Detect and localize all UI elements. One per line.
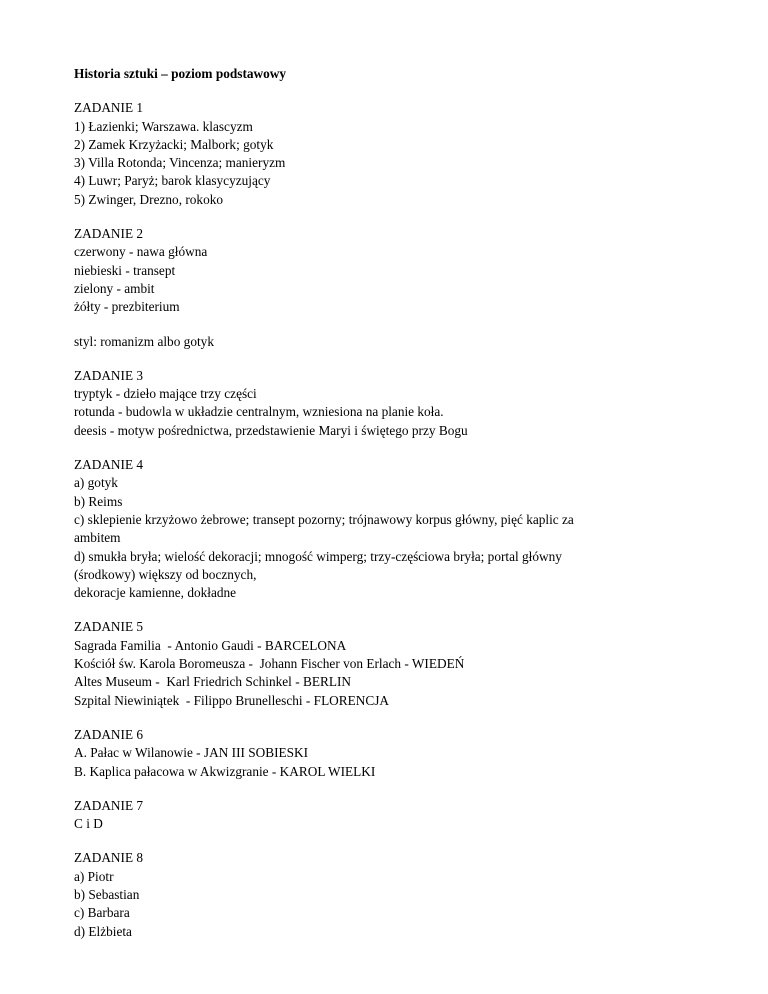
answer-line: rotunda - budowla w układzie centralnym, wzniesiona na planie koła. bbox=[74, 404, 444, 420]
section-zadanie-2 bbox=[74, 225, 694, 316]
answer-line: Sagrada Familia - Antonio Gaudi - BARCELONA bbox=[74, 637, 347, 653]
section-zadanie-4 bbox=[74, 456, 694, 602]
style-answer-line: styl: romanizm albo gotyk bbox=[74, 333, 214, 349]
answer-line: d) smukła bryła; wielość dekoracji; mnogość wimperg; trzy-częściowa bryła; portal główny bbox=[74, 548, 562, 564]
answer-line: Altes Museum - Karl Friedrich Schinkel - BERLIN bbox=[74, 674, 351, 690]
answer-line: czerwony - nawa główna bbox=[74, 244, 208, 260]
section-heading: ZADANIE 4 bbox=[74, 457, 144, 473]
document-page bbox=[74, 65, 694, 957]
title-spacer bbox=[74, 83, 694, 99]
section-zadanie-6 bbox=[74, 726, 694, 781]
section-heading: ZADANIE 3 bbox=[74, 367, 144, 383]
section-heading: ZADANIE 6 bbox=[74, 726, 144, 742]
section-zadanie-3 bbox=[74, 367, 694, 440]
answer-line: 4) Luwr; Paryż; barok klasycyzujący bbox=[74, 173, 271, 189]
answer-line: 3) Villa Rotonda; Vincenza; manieryzm bbox=[74, 155, 286, 171]
answer-line: deesis - motyw pośrednictwa, przedstawienie Maryi i świętego przy Bogu bbox=[74, 422, 468, 438]
answer-line: c) Barbara bbox=[74, 905, 130, 921]
answer-line: 1) Łazienki; Warszawa. klascyzm bbox=[74, 118, 253, 134]
answer-line: niebieski - transept bbox=[74, 262, 176, 278]
answer-line: c) sklepienie krzyżowo żebrowe; transept pozorny; trójnawowy korpus główny, pięć kaplic za bbox=[74, 511, 574, 527]
answer-line: b) Reims bbox=[74, 493, 123, 509]
answer-line: 5) Zwinger, Drezno, rokoko bbox=[74, 191, 224, 207]
answer-line: b) Sebastian bbox=[74, 886, 140, 902]
answer-line: a) Piotr bbox=[74, 868, 114, 884]
answer-line: 2) Zamek Krzyżacki; Malbork; gotyk bbox=[74, 136, 274, 152]
answer-line: Szpital Niewiniątek - Filippo Brunelleschi - FLORENCJA bbox=[74, 692, 390, 708]
section-heading: ZADANIE 8 bbox=[74, 850, 144, 866]
answer-line: d) Elżbieta bbox=[74, 923, 132, 939]
answer-line: B. Kaplica pałacowa w Akwizgranie - KAROL WIELKI bbox=[74, 763, 376, 779]
answer-line: A. Pałac w Wilanowie - JAN III SOBIESKI bbox=[74, 745, 309, 761]
section-zadanie-1 bbox=[74, 99, 694, 209]
answer-line: (środkowy) większy od bocznych, bbox=[74, 566, 257, 582]
answer-line: żółty - prezbiterium bbox=[74, 299, 180, 315]
section-heading: ZADANIE 7 bbox=[74, 797, 144, 813]
answer-line: dekoracje kamienne, dokładne bbox=[74, 585, 237, 601]
answer-line: zielony - ambit bbox=[74, 280, 155, 296]
section-heading: ZADANIE 1 bbox=[74, 100, 144, 116]
section-zadanie-7 bbox=[74, 797, 694, 834]
answer-line: ambitem bbox=[74, 530, 121, 546]
section-heading: ZADANIE 5 bbox=[74, 619, 144, 635]
answer-line: Kościół św. Karola Boromeusza - Johann Fischer von Erlach - WIEDEŃ bbox=[74, 656, 465, 672]
document-title: Historia sztuki – poziom podstawowy bbox=[74, 66, 287, 81]
answer-line: a) gotyk bbox=[74, 475, 118, 491]
section-zadanie-8 bbox=[74, 849, 694, 940]
answer-line: C i D bbox=[74, 816, 103, 832]
answer-line: tryptyk - dzieło mające trzy części bbox=[74, 386, 257, 402]
section-heading: ZADANIE 2 bbox=[74, 226, 144, 242]
section-zadanie-5 bbox=[74, 618, 694, 709]
